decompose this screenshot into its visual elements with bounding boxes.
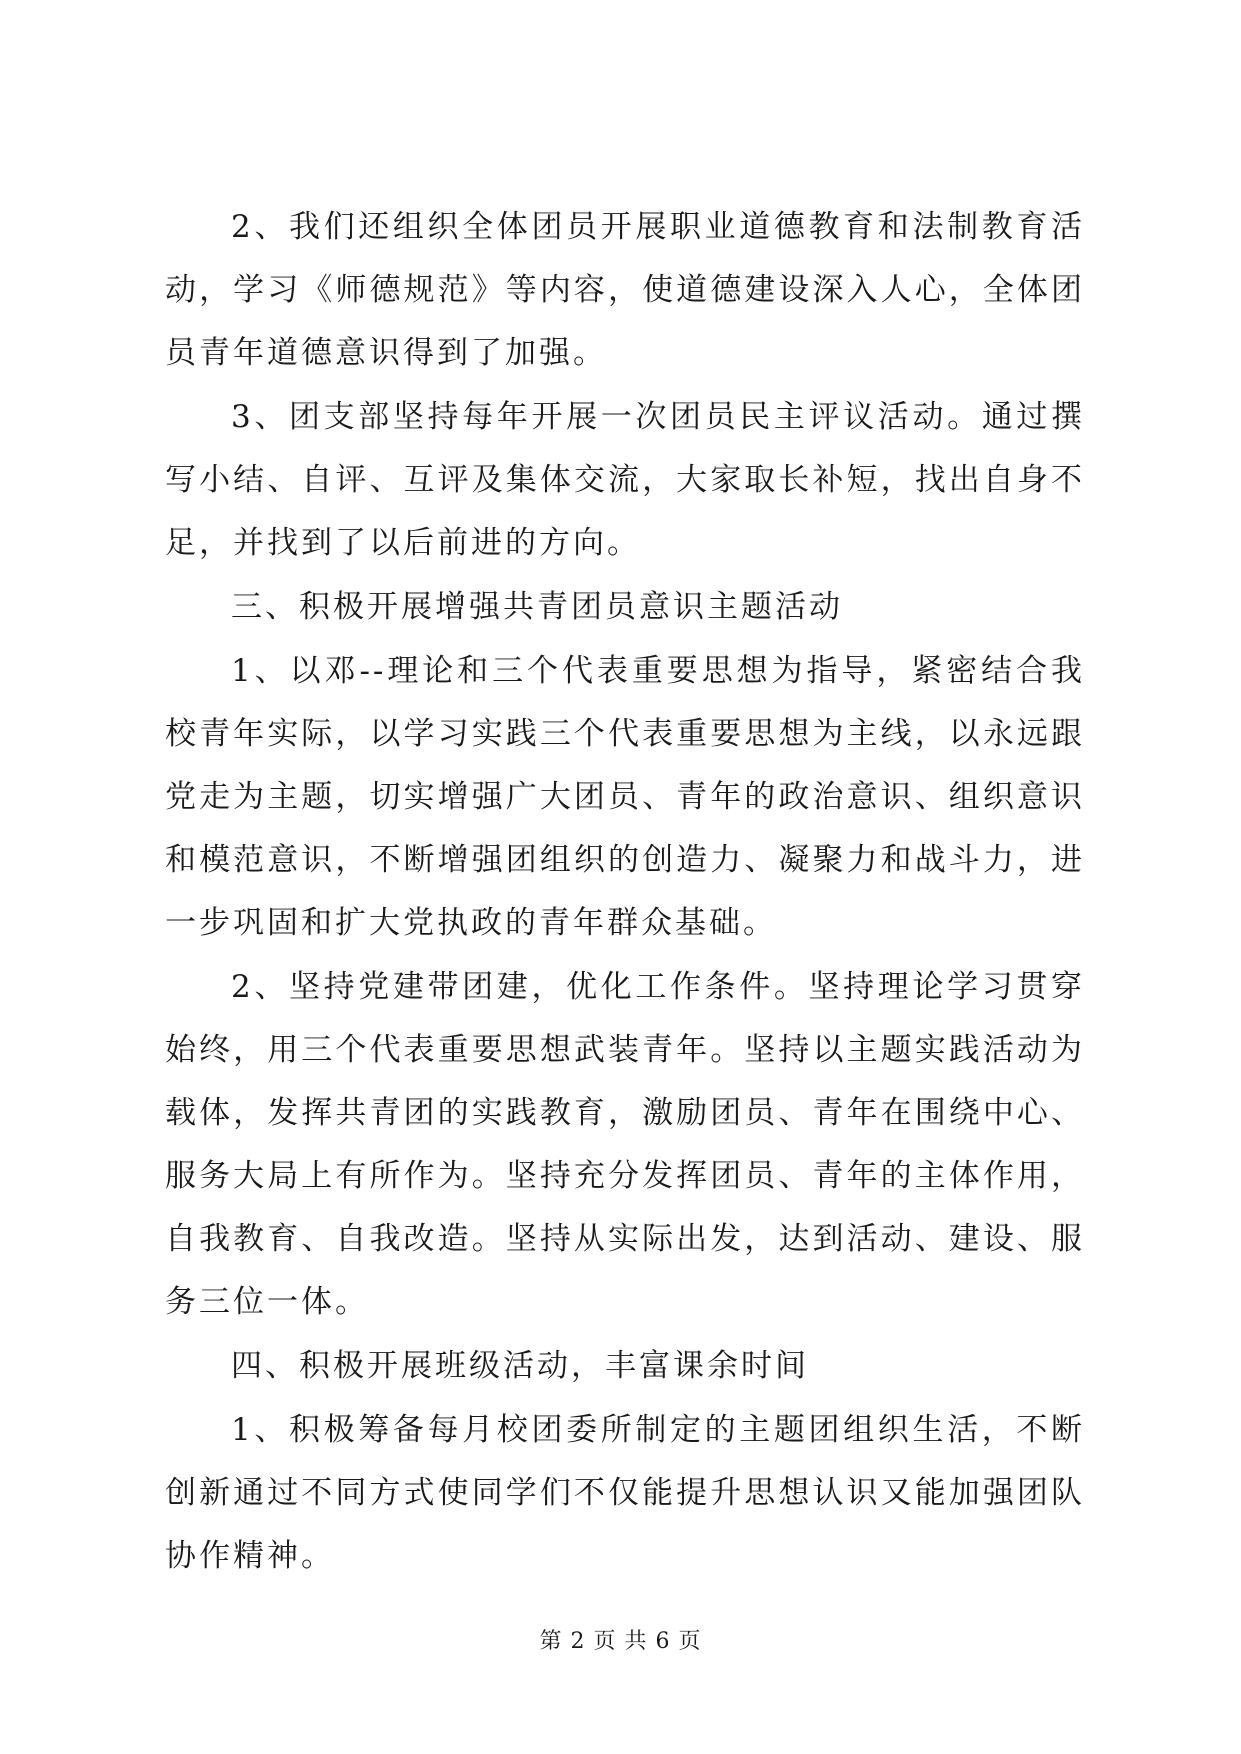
page-footer bbox=[0, 1624, 1241, 1655]
paragraph: 2、我们还组织全体团员开展职业道德教育和法制教育活动，学习《师德规范》等内容，使道德建设深入人心，全体团员青年道德意识得到了加强。 bbox=[165, 209, 1085, 371]
paragraph: 2、坚持党建带团建，优化工作条件。坚持理论学习贯穿始终，用三个代表重要思想武装青年。坚持以主题实践活动为载体，发挥共青团的实践教育，激励团员、青年在围绕中心、服务大局上有所作为。坚持充分发挥团员、青年的主体作用，自我教育、自我改造。坚持从实际出发，达到活动、建设、服务三位一体。 bbox=[165, 969, 1085, 1320]
section-heading: 三、积极开展增强共青团员意识主题活动 bbox=[231, 589, 843, 625]
section-heading: 四、积极开展班级活动，丰富课余时间 bbox=[231, 1348, 809, 1384]
page-number: 第 2 页 共 6 页 bbox=[539, 1629, 702, 1654]
paragraph: 3、团支部坚持每年开展一次团员民主评议活动。通过撰写小结、自评、互评及集体交流，大家取长补短，找出自身不足，并找到了以后前进的方向。 bbox=[165, 399, 1085, 561]
paragraph: 1、以邓--理论和三个代表重要思想为指导，紧密结合我校青年实际，以学习实践三个代表重要思想为主线，以永远跟党走为主题，切实增强广大团员、青年的政治意识、组织意识和模范意识，不断增强团组织的创造力、凝聚力和战斗力，进一步巩固和扩大党执政的青年群众基础。 bbox=[165, 653, 1085, 941]
paragraph: 1、积极筹备每月校团委所制定的主题团组织生活，不断创新通过不同方式使同学们不仅能提升思想认识又能加强团队协作精神。 bbox=[165, 1412, 1085, 1574]
document-body bbox=[165, 196, 1085, 1589]
